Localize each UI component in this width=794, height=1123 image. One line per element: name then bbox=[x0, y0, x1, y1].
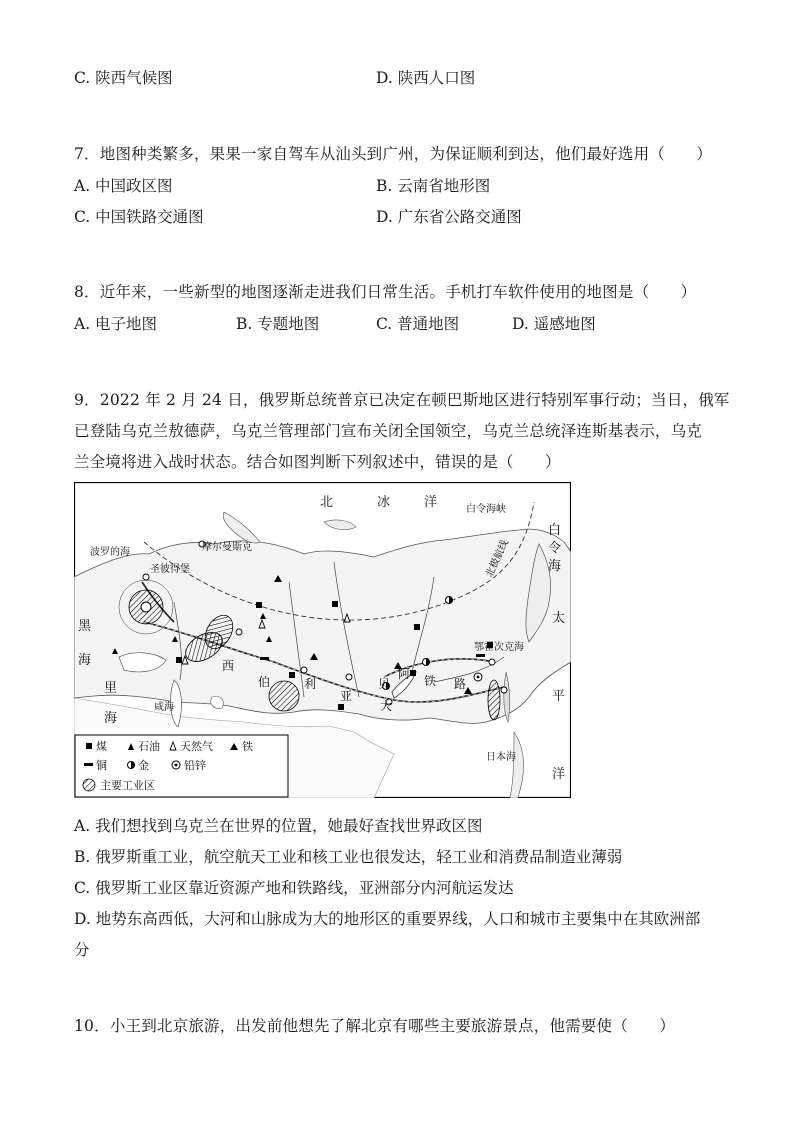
coal-symbol bbox=[338, 704, 344, 710]
label-arctic-ocean-3: 洋 bbox=[424, 495, 438, 510]
legend-iron: 铁 bbox=[242, 740, 253, 753]
copper-symbol bbox=[476, 654, 485, 657]
q7-option-c: C. 中国铁路交通图 bbox=[74, 208, 204, 226]
city-yekaterinburg bbox=[236, 629, 242, 635]
label-northern-route: 北极航线 bbox=[484, 538, 511, 580]
label-baikal-3: 铁 bbox=[424, 674, 437, 688]
legend-industrial-area: 主要工业区 bbox=[100, 779, 155, 792]
legend-coal: 煤 bbox=[96, 740, 107, 753]
coal-symbol bbox=[414, 624, 420, 630]
q7-option-d: D. 广东省公路交通图 bbox=[376, 208, 522, 226]
coal-symbol bbox=[410, 670, 416, 676]
legend-gold: 金 bbox=[138, 759, 149, 772]
legend-copper: 铜 bbox=[96, 759, 107, 772]
q9-stem-line-1: 9．2022 年 2 月 24 日，俄罗斯总统普京已决定在顿巴斯地区进行特别军事行动；当日，俄军 bbox=[74, 391, 730, 409]
label-arctic-ocean-2: 冰 bbox=[377, 495, 391, 510]
industrial-area-kuzbass bbox=[269, 681, 299, 711]
q6-option-d: D. 陕西人口图 bbox=[376, 69, 476, 87]
label-arctic-ocean-1: 北 bbox=[320, 495, 334, 510]
q9-stem-line-3: 兰全境将进入战时状态。结合如图判断下列叙述中，错误的是（ ） bbox=[74, 453, 561, 471]
legend-oil: 石油 bbox=[138, 740, 160, 753]
label-black-sea-2: 海 bbox=[78, 653, 92, 668]
q8-option-d: D. 遥感地图 bbox=[512, 315, 596, 333]
label-japan-sea: 日本海 bbox=[486, 752, 516, 763]
label-baltic-sea: 波罗的海 bbox=[90, 547, 130, 558]
q8-stem: 8．近年来，一些新型的地图逐渐走进我们日常生活。手机打车软件使用的地图是（ ） bbox=[74, 283, 697, 301]
city-vladivostok bbox=[501, 687, 507, 693]
legend-leadzinc: 铅锌 bbox=[184, 759, 206, 772]
q6-option-c: C. 陕西气候图 bbox=[74, 69, 173, 87]
label-siberia-4: 亚 bbox=[340, 689, 353, 703]
q9-stem-line-2: 已登陆乌克兰敖德萨，乌克兰管理部门宣布关闭全国领空，乌克兰总统泽连斯基表示，乌克 bbox=[74, 422, 703, 440]
city-st-petersburg bbox=[143, 574, 149, 580]
label-bering-sea-3: 海 bbox=[548, 559, 562, 574]
q8-option-c: C. 普通地图 bbox=[376, 315, 460, 333]
coal-symbol bbox=[289, 672, 295, 678]
label-okhotsk-sea: 鄂霍次克海 bbox=[474, 642, 524, 653]
label-black-sea-1: 黑 bbox=[78, 619, 92, 634]
label-pacific-1: 太 bbox=[552, 611, 566, 626]
q9-option-d-line-2: 分 bbox=[74, 941, 90, 959]
label-aral-sea: 咸海 bbox=[154, 702, 174, 713]
coal-symbol bbox=[256, 602, 262, 608]
label-bering-sea-2: 令 bbox=[548, 541, 562, 556]
q9-option-a: A. 我们想找到乌克兰在世界的位置，她最好查找世界政区图 bbox=[74, 817, 483, 835]
q9-option-b: B. 俄罗斯重工业，航空航天工业和核工业也很发达，轻工业和消费品制造业薄弱 bbox=[74, 848, 623, 866]
label-st-petersburg: 圣彼得堡 bbox=[150, 564, 190, 575]
q8-option-a: A. 电子地图 bbox=[74, 315, 158, 333]
label-pacific-3: 洋 bbox=[552, 767, 566, 782]
label-baikal-4: 路 bbox=[454, 677, 467, 691]
label-baikal-5: 大 bbox=[380, 699, 393, 713]
label-baikal-1: 贝 bbox=[378, 677, 391, 691]
q8-option-b: B. 专题地图 bbox=[236, 315, 320, 333]
label-caspian-sea-2: 海 bbox=[104, 711, 118, 726]
label-siberia-3: 利 bbox=[304, 677, 317, 691]
copper-symbol bbox=[260, 657, 269, 660]
label-bering-sea-1: 白 bbox=[548, 523, 562, 538]
coal-symbol bbox=[176, 657, 182, 663]
q9-option-d-line-1: D. 地势东高西低，大河和山脉成为大的地形区的重要界线，人口和城市主要集中在其欧洲部 bbox=[74, 910, 701, 928]
city-krasnoyarsk bbox=[346, 674, 352, 680]
legend-gas: 天然气 bbox=[180, 740, 213, 753]
q7-option-a: A. 中国政区图 bbox=[74, 177, 173, 195]
label-bering-strait: 白令海峡 bbox=[466, 504, 506, 515]
city-khabarovsk bbox=[489, 659, 495, 665]
russia-resources-map bbox=[74, 482, 571, 798]
city-novosibirsk bbox=[301, 667, 307, 673]
q9-option-c: C. 俄罗斯工业区靠近资源产地和铁路线，亚洲部分内河航运发达 bbox=[74, 879, 514, 897]
coal-symbol bbox=[332, 601, 338, 607]
label-baikal-2: 阿 bbox=[398, 667, 411, 681]
map-legend bbox=[75, 735, 288, 797]
label-murmansk: 摩尔曼斯克 bbox=[202, 542, 252, 553]
label-pacific-2: 平 bbox=[552, 689, 566, 704]
label-siberia-1: 西 bbox=[222, 659, 235, 673]
q10-stem: 10．小王到北京旅游，出发前他想先了解北京有哪些主要旅游景点，他需要使（ ） bbox=[74, 1017, 676, 1035]
industrial-area-far-east bbox=[488, 680, 500, 720]
label-caspian-sea-1: 里 bbox=[104, 681, 118, 696]
q7-option-b: B. 云南省地形图 bbox=[376, 177, 491, 195]
label-siberia-2: 伯 bbox=[258, 675, 271, 689]
q7-stem: 7．地图种类繁多，果果一家自驾车从汕头到广州，为保证顺利到达，他们最好选用（ ） bbox=[74, 145, 713, 163]
